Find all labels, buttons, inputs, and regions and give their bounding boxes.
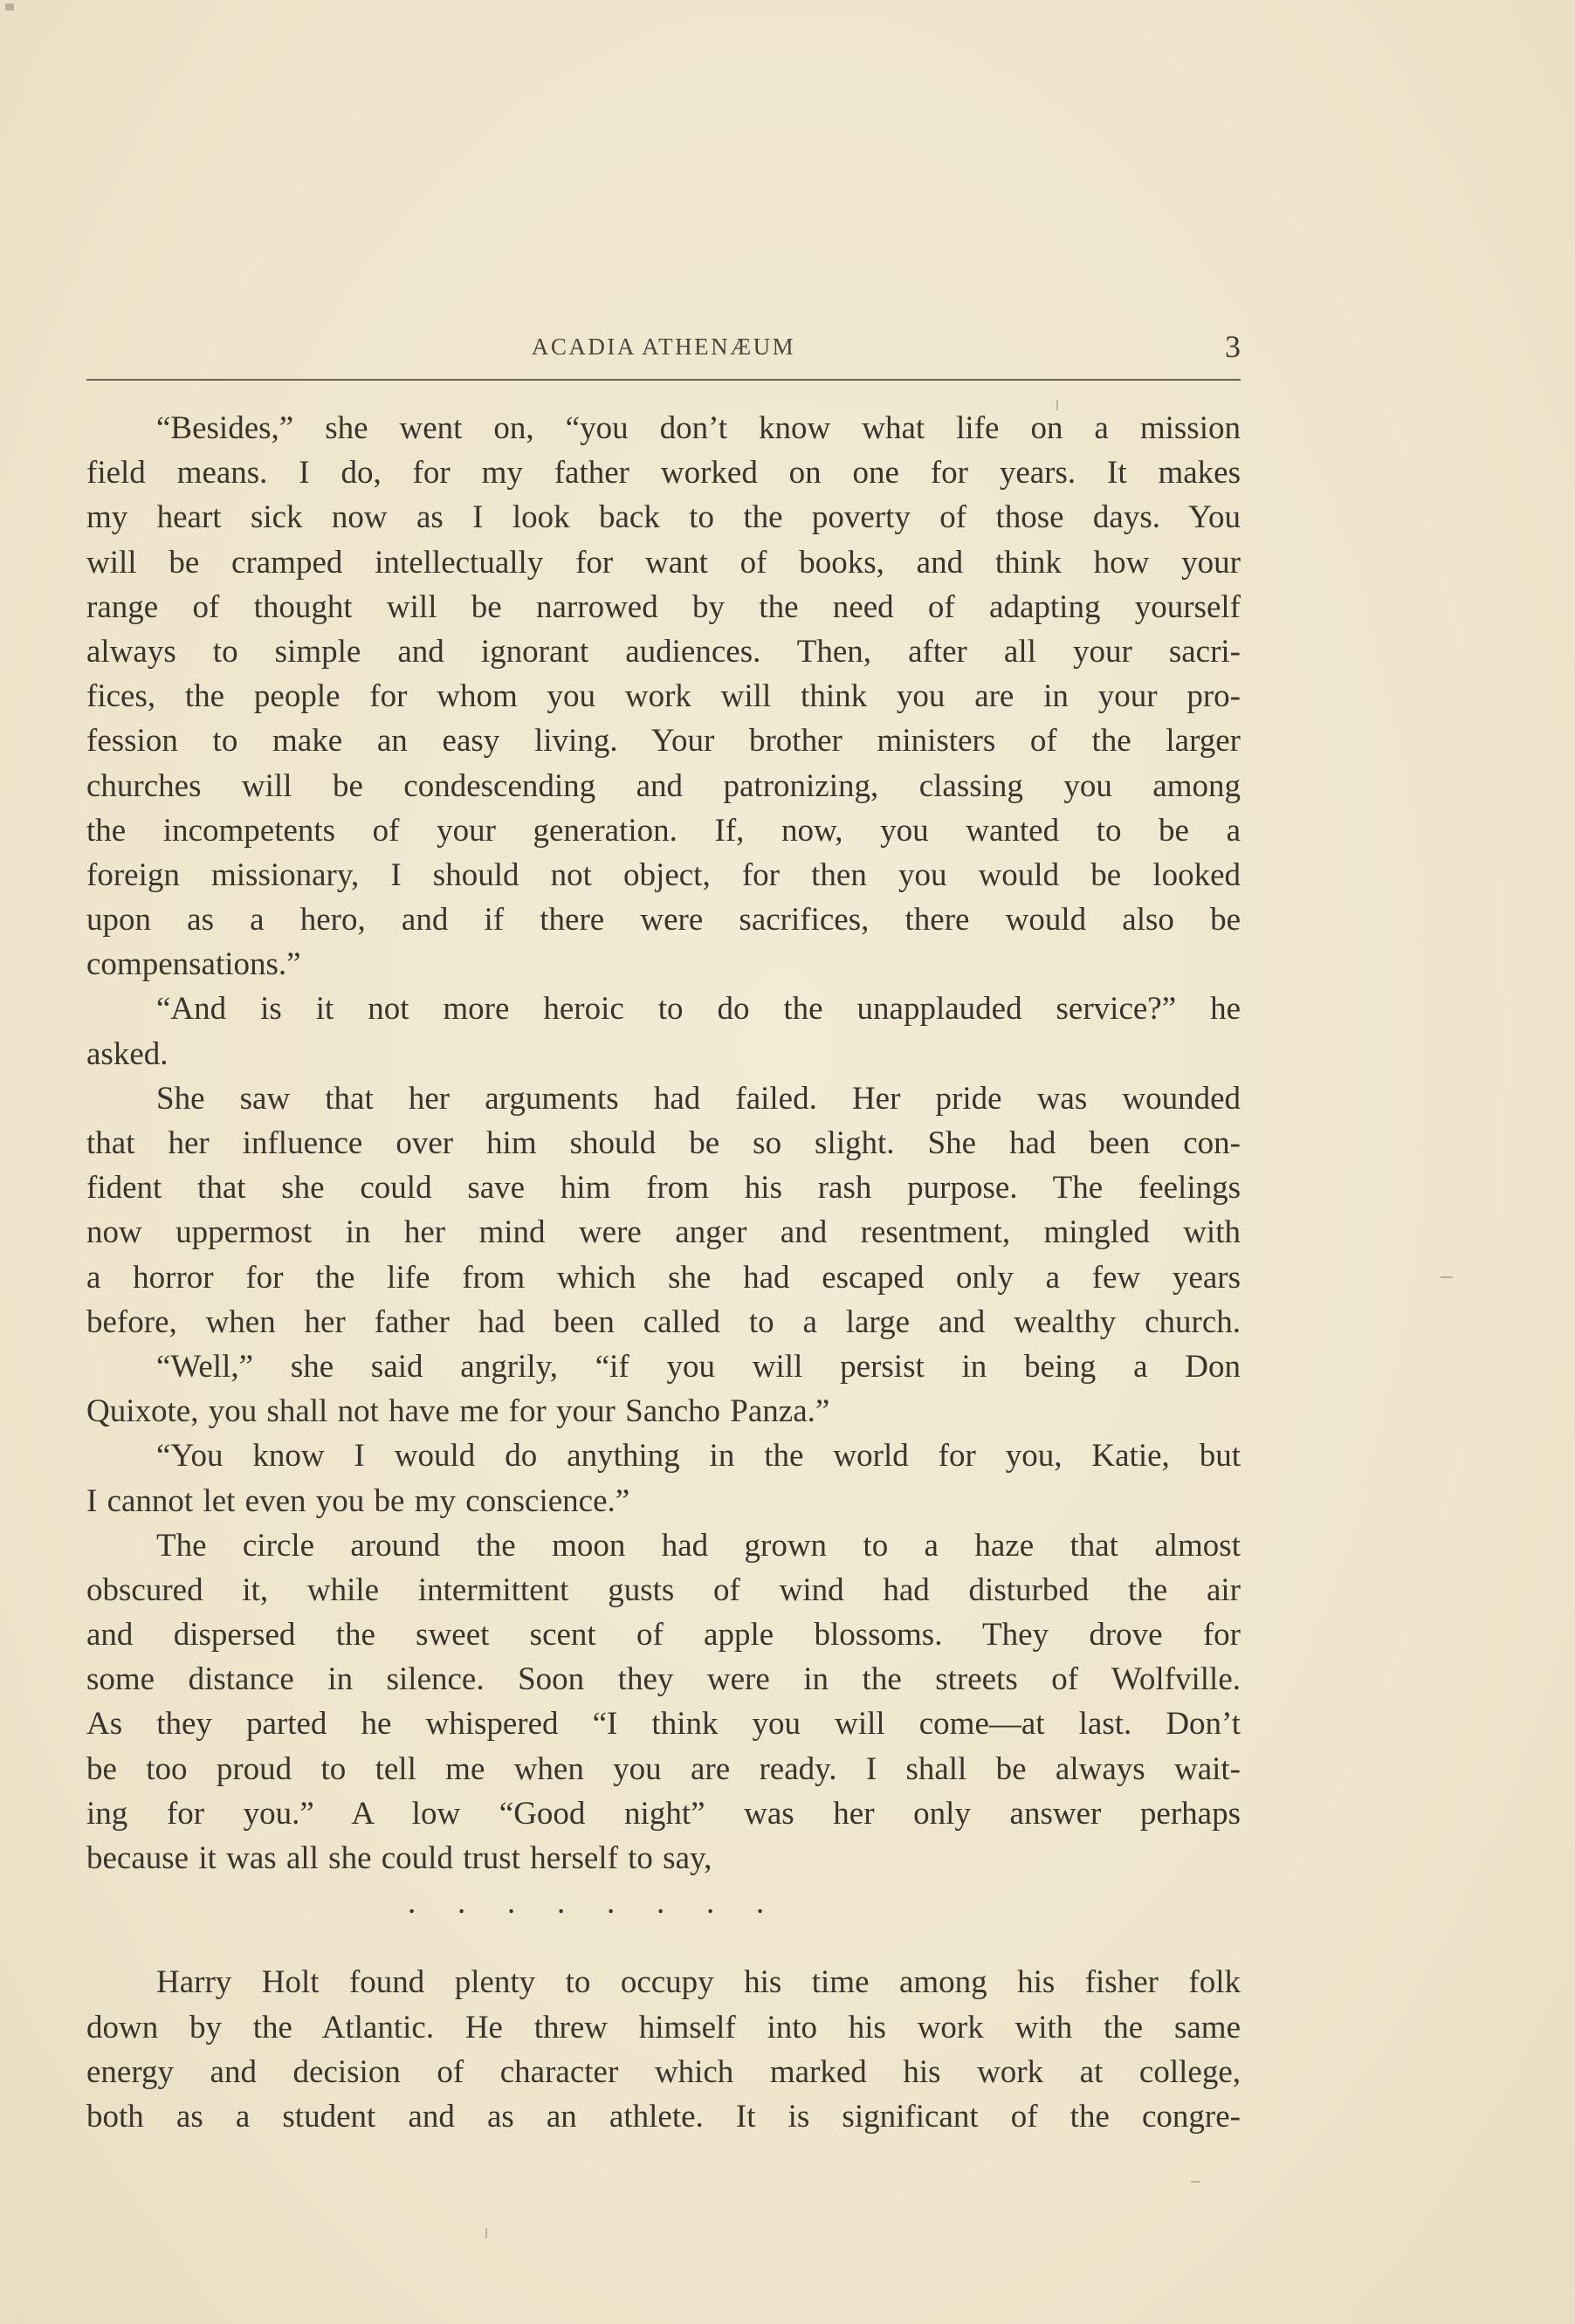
text-line: fession to make an easy living. Your brother ministers of the larger bbox=[86, 723, 1241, 760]
paper-speck bbox=[1191, 2181, 1200, 2183]
paper-speck bbox=[1441, 1276, 1453, 1278]
page-number: 3 bbox=[1225, 329, 1241, 364]
paragraph-6 bbox=[86, 1523, 1241, 1881]
separator-dot: . bbox=[557, 1885, 566, 1922]
text-line: asked. bbox=[86, 1035, 169, 1072]
text-line: down by the Atlantic. He threw himself into his work with the same bbox=[86, 2009, 1241, 2046]
paragraph-1 bbox=[86, 406, 1241, 987]
text-line: compensations.” bbox=[86, 946, 301, 983]
text-line: She saw that her arguments had failed. Her pride was wounded bbox=[156, 1080, 1241, 1117]
text-line: my heart sick now as I look back to the poverty of those days. You bbox=[86, 499, 1241, 536]
text-line: a horror for the life from which she had escaped only a few years bbox=[86, 1259, 1241, 1296]
text-line: field means. I do, for my father worked on one for years. It makes bbox=[86, 455, 1241, 492]
separator-dot: . bbox=[408, 1885, 416, 1922]
text-line: Harry Holt found plenty to occupy his time among his fisher folk bbox=[156, 1964, 1241, 2001]
text-line: some distance in silence. Soon they were in the streets of Wolfville. bbox=[86, 1661, 1241, 1698]
paragraph-5 bbox=[86, 1434, 1241, 1523]
text-line: ing for you.” A low “Good night” was her only answer perhaps bbox=[86, 1795, 1241, 1832]
section-separator bbox=[86, 1881, 1241, 1925]
text-line: The circle around the moon had grown to a haze that almost bbox=[156, 1527, 1241, 1564]
paper-speck bbox=[1056, 400, 1058, 410]
text-line: range of thought will be narrowed by the need of adapting yourself bbox=[86, 588, 1241, 625]
running-header bbox=[86, 325, 1241, 368]
text-line: I cannot let even you be my conscience.” bbox=[86, 1482, 630, 1519]
paper-speck bbox=[485, 2228, 487, 2238]
text-line: and dispersed the sweet scent of apple blossoms. They drove for bbox=[86, 1617, 1241, 1654]
paper-speck bbox=[5, 3, 14, 10]
text-line: before, when her father had been called to a large and wealthy church. bbox=[86, 1303, 1241, 1340]
text-line: always to simple and ignorant audiences. Then, after all your sacri- bbox=[86, 633, 1241, 670]
text-line: fident that she could save him from his rash purpose. The feelings bbox=[86, 1170, 1241, 1207]
paragraph-3 bbox=[86, 1076, 1241, 1344]
text-line: fices, the people for whom you work will think you are in your pro- bbox=[86, 678, 1241, 715]
text-line: that her influence over him should be so slight. She had been con- bbox=[86, 1125, 1241, 1161]
body-text bbox=[86, 406, 1241, 2139]
separator-dot: . bbox=[457, 1885, 466, 1922]
separator-dot: . bbox=[657, 1885, 665, 1922]
text-line: energy and decision of character which marked his work at college, bbox=[86, 2053, 1241, 2090]
text-line: obscured it, while intermittent gusts of wind had disturbed the air bbox=[86, 1571, 1241, 1608]
text-line: As they parted he whispered “I think you will come—at last. Don’t bbox=[86, 1706, 1241, 1743]
paragraph-4 bbox=[86, 1344, 1241, 1434]
text-line: “And is it not more heroic to do the unapplauded service?” he bbox=[156, 991, 1241, 1028]
separator-dot: . bbox=[507, 1885, 516, 1922]
section-gap bbox=[86, 1925, 1241, 1960]
journal-title: ACADIA ATHENÆUM bbox=[531, 333, 796, 360]
separator-dot: . bbox=[756, 1885, 765, 1922]
separator-dot: . bbox=[607, 1885, 616, 1922]
paragraph-7 bbox=[86, 1960, 1241, 2139]
header-rule bbox=[86, 379, 1241, 381]
text-line: Quixote, you shall not have me for your Sancho Panza.” bbox=[86, 1393, 830, 1430]
separator-dot: . bbox=[706, 1885, 715, 1922]
text-line: both as a student and as an athlete. It is significant of the congre- bbox=[86, 2098, 1241, 2135]
text-line: be too proud to tell me when you are ready. I shall be always wait- bbox=[86, 1750, 1241, 1787]
text-line: the incompetents of your generation. If, now, you wanted to be a bbox=[86, 812, 1241, 849]
paragraph-2 bbox=[86, 987, 1241, 1076]
text-line: foreign missionary, I should not object, for then you would be looked bbox=[86, 856, 1241, 893]
text-line: “You know I would do anything in the world for you, Katie, but bbox=[156, 1438, 1241, 1475]
text-line: “Besides,” she went on, “you don’t know what life on a mission bbox=[156, 410, 1241, 446]
text-line: “Well,” she said angrily, “if you will persist in being a Don bbox=[156, 1348, 1241, 1385]
text-line: because it was all she could trust herself to say, bbox=[86, 1840, 712, 1876]
text-line: will be cramped intellectually for want of books, and think how your bbox=[86, 544, 1241, 581]
text-line: churches will be condescending and patronizing, classing you among bbox=[86, 767, 1241, 804]
text-line: now uppermost in her mind were anger and resentment, mingled with bbox=[86, 1214, 1241, 1251]
text-line: upon as a hero, and if there were sacrifices, there would also be bbox=[86, 902, 1241, 939]
